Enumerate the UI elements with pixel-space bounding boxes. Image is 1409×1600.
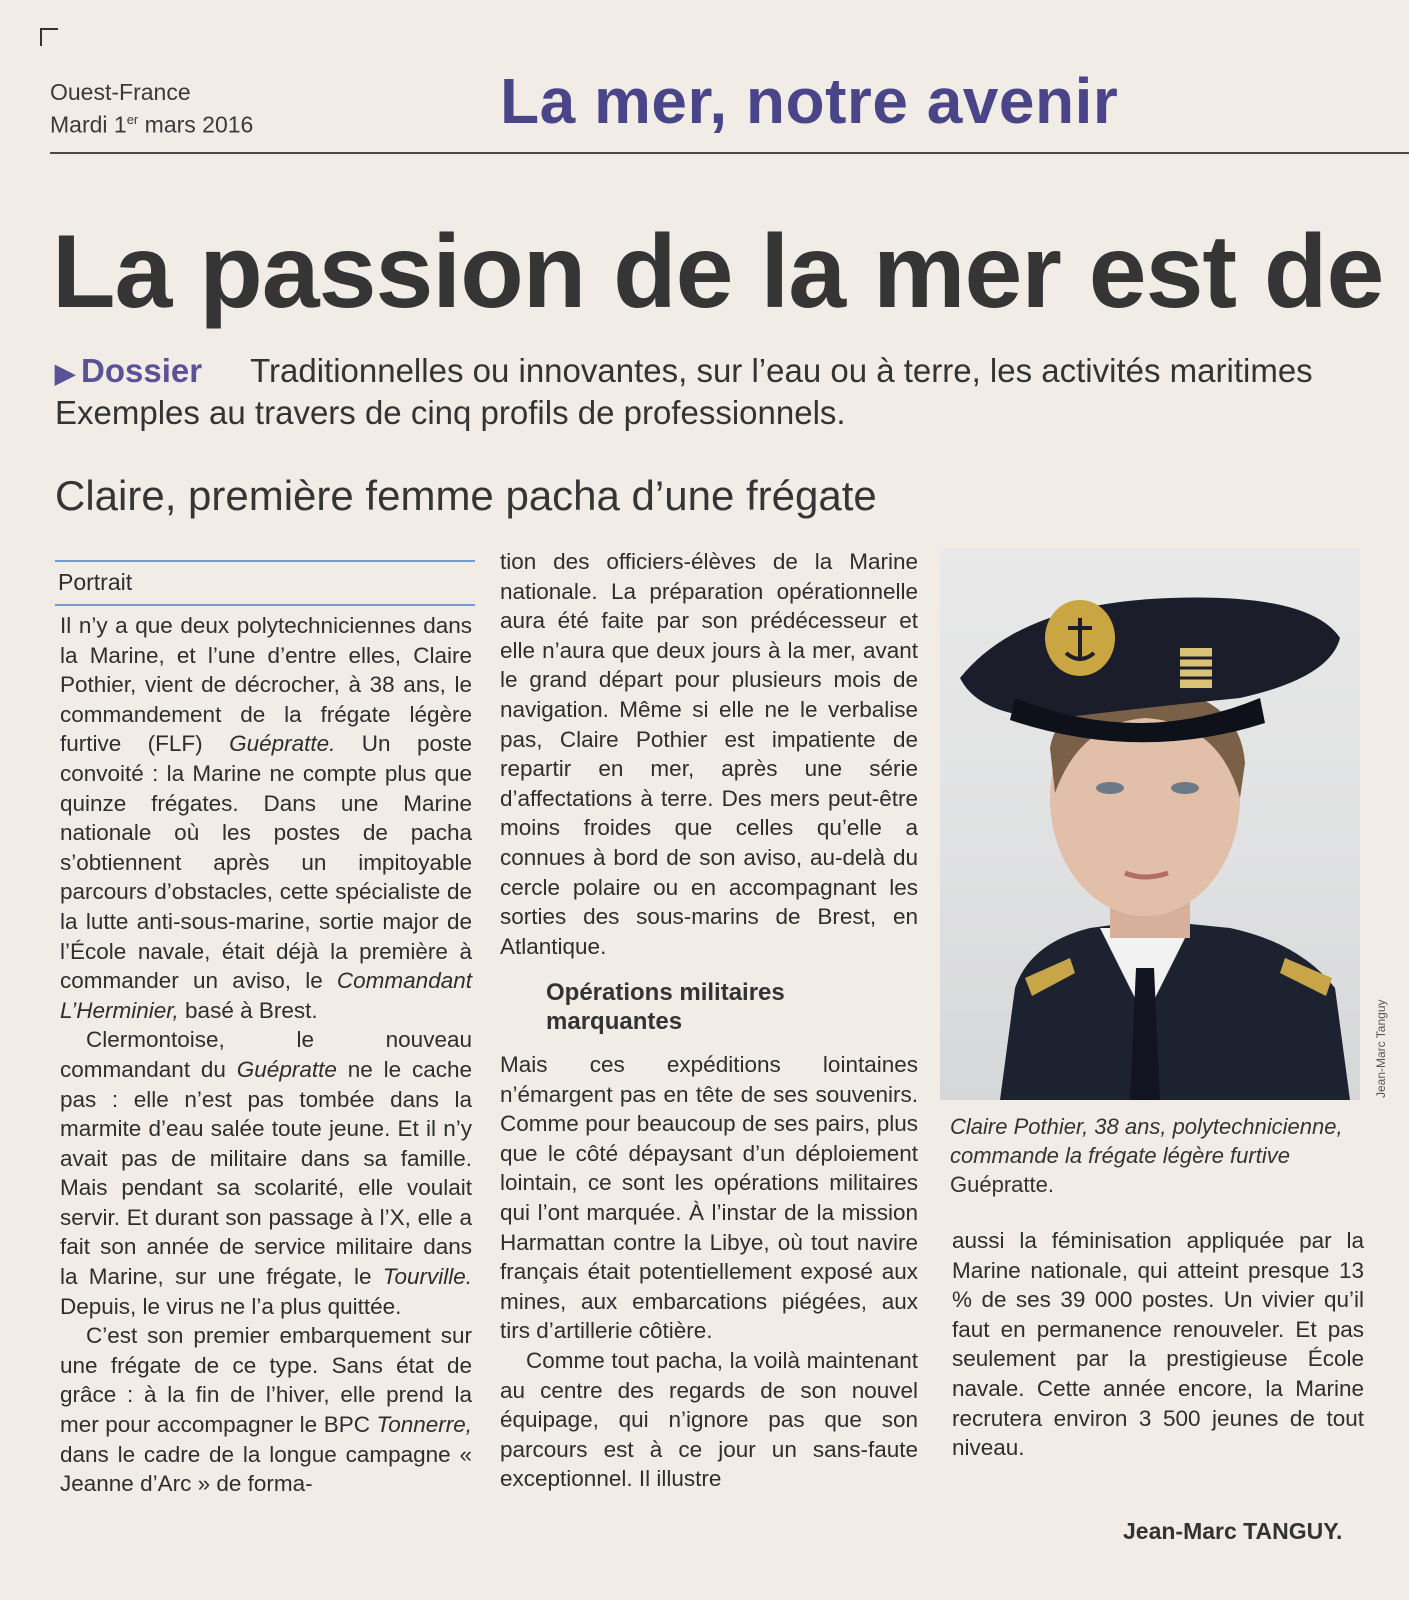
author-signature: Jean-Marc TANGUY. — [1123, 1518, 1343, 1544]
text-run: Clermontoise, le nouveau commandant du — [60, 1027, 472, 1082]
photo-credit: Jean-Marc Tanguy — [1374, 999, 1388, 1098]
text-run: Il n’y a que deux polytechniciennes dans la Marine, et l’une d’entre elles, Claire Pothier, vient de décrocher, à 38 ans, le commandement de la frégate légère furtive (FLF) — [60, 613, 472, 757]
dossier-tag — [55, 352, 202, 389]
caption-text: Claire Pothier, 38 ans, polytechnicienne, commande la frégate légère furtive — [950, 1114, 1343, 1168]
ship-name: Guépratte — [236, 1056, 337, 1082]
paragraph — [60, 1321, 472, 1499]
paragraph: aussi la féminisation appliquée par la Marine nationale, qui atteint presque 13 % de ses 39 000 postes. Un vivier qu’il faut en permanence renouveler. Et pas seulement par la prestigieuse École navale. Cette année encore, la Marine recrutera environ 3 500 jeunes de tout niveau. — [952, 1228, 1364, 1461]
rubric-label: Portrait — [58, 569, 133, 595]
article-column-3 — [952, 1226, 1364, 1463]
article-column-1 — [60, 611, 472, 1499]
article-column-2-continued — [500, 1050, 918, 1494]
paragraph: Comme tout pacha, la voilà maintenant au centre des regards de son nouvel équipage, qui n’ignore pas que son parcours est à ce jour un sans-faute exceptionnel. Il illustre — [500, 1347, 918, 1492]
text-run: C’est son premier embarquement sur une frégate de ce type. Sans état de grâce : à la fin de l’hiver, elle prend la mer pour accompagner le BPC — [60, 1323, 472, 1438]
left-eye — [1096, 782, 1124, 794]
ship-name: Tonnerre, — [376, 1412, 472, 1438]
crop-mark — [40, 28, 58, 46]
masthead-rule — [50, 152, 1409, 154]
paragraph: tion des officiers-élèves de la Marine nationale. La préparation opérationnelle aura été faite par son prédécesseur et elle n’aura que deux jours à la mer, avant le grand départ pour plusieurs mois de navigation. Même si elle ne le verbalise pas, Claire Pothier est impatiente de repartir en mer, après une série d’affectations à terre. Des mers peut-être moins froides que celles qu’elle a connues à bord de son aviso, au-delà du cercle polaire ou en accompagnant les sorties des sous-marins de Brest, en Atlantique. — [500, 549, 918, 959]
issue-date — [50, 106, 253, 139]
text-run: Un poste convoité : la Marine ne compte plus que quinze frégates. Dans une Marine nationale où les postes de pacha s’obtiennent après un impitoyable parcours d’obstacles, cette spécialiste de la lutte anti-sous-marine, sortie major de l’École navale, était déjà la première à commander un aviso, le — [60, 731, 472, 994]
newspaper-name: Ouest-France — [50, 79, 191, 105]
portrait-illustration — [940, 548, 1360, 1100]
rubric-rule-top — [55, 560, 475, 562]
section-title: La mer, notre avenir — [500, 65, 1119, 137]
masthead-source — [50, 78, 253, 139]
paragraph — [60, 1025, 472, 1321]
date-suffix: mars 2016 — [138, 111, 254, 138]
portrait-photo — [940, 548, 1360, 1100]
text-run: dans le cadre de la longue campagne « Jeanne d’Arc » de forma- — [60, 1441, 472, 1497]
paragraph — [60, 611, 472, 1025]
dossier-intro — [55, 350, 1313, 394]
date-prefix: Mardi 1 — [50, 111, 127, 138]
text-run: ne le cache pas : elle n’est pas tombée dans la marmite d’eau salée toute jeune. Et il n’y avait pas de militaire dans sa famille. Mais pendant sa scolarité, elle voulait servir. Et durant son passage à l’X, elle a fait son année de service militaire dans la Marine, sur une frégate, le — [60, 1056, 472, 1290]
ship-name: Tourville. — [382, 1264, 472, 1290]
intertitle: Opérations militaires marquantes — [546, 979, 785, 1035]
ship-name: Commandant L’Herminier, — [60, 968, 472, 1023]
text-run: basé à Brest. — [178, 997, 318, 1023]
dossier-intro-line2: Exemples au travers de cinq profils de professionnels. — [55, 394, 846, 431]
right-eye — [1171, 782, 1199, 794]
rubric-rule-bottom — [55, 604, 475, 606]
paragraph: Mais ces expéditions lointaines n’émargent pas en tête de ses souvenirs. Comme pour beaucoup de ses pairs, plus que le côté dépaysant d’un déploiement lointain, ce sont les opérations militaires qui l’ont marquée. À l’instar de la mission Harmattan contre la Libye, où tout navire français était potentiellement exposé aux mines, aux embarcations piégées, aux tirs d’artillerie côtière. — [500, 1052, 918, 1344]
article-subhead: Claire, première femme pacha d’une frégate — [55, 472, 877, 519]
article-headline: La passion de la mer est de — [52, 214, 1384, 330]
date-superscript: er — [126, 112, 139, 127]
triangle-right-icon: ▶ — [55, 358, 75, 388]
dossier-label: Dossier — [81, 352, 203, 389]
caption-ship-name: Guépratte. — [950, 1172, 1054, 1197]
dossier-intro-line1: Traditionnelles ou innovantes, sur l’eau ou à terre, les activités maritimes — [250, 352, 1313, 389]
ship-name: Guépratte. — [229, 731, 336, 757]
photo-caption — [950, 1112, 1350, 1199]
article-column-2 — [500, 547, 918, 961]
text-run: Depuis, le virus ne l’a plus quittée. — [60, 1293, 402, 1319]
